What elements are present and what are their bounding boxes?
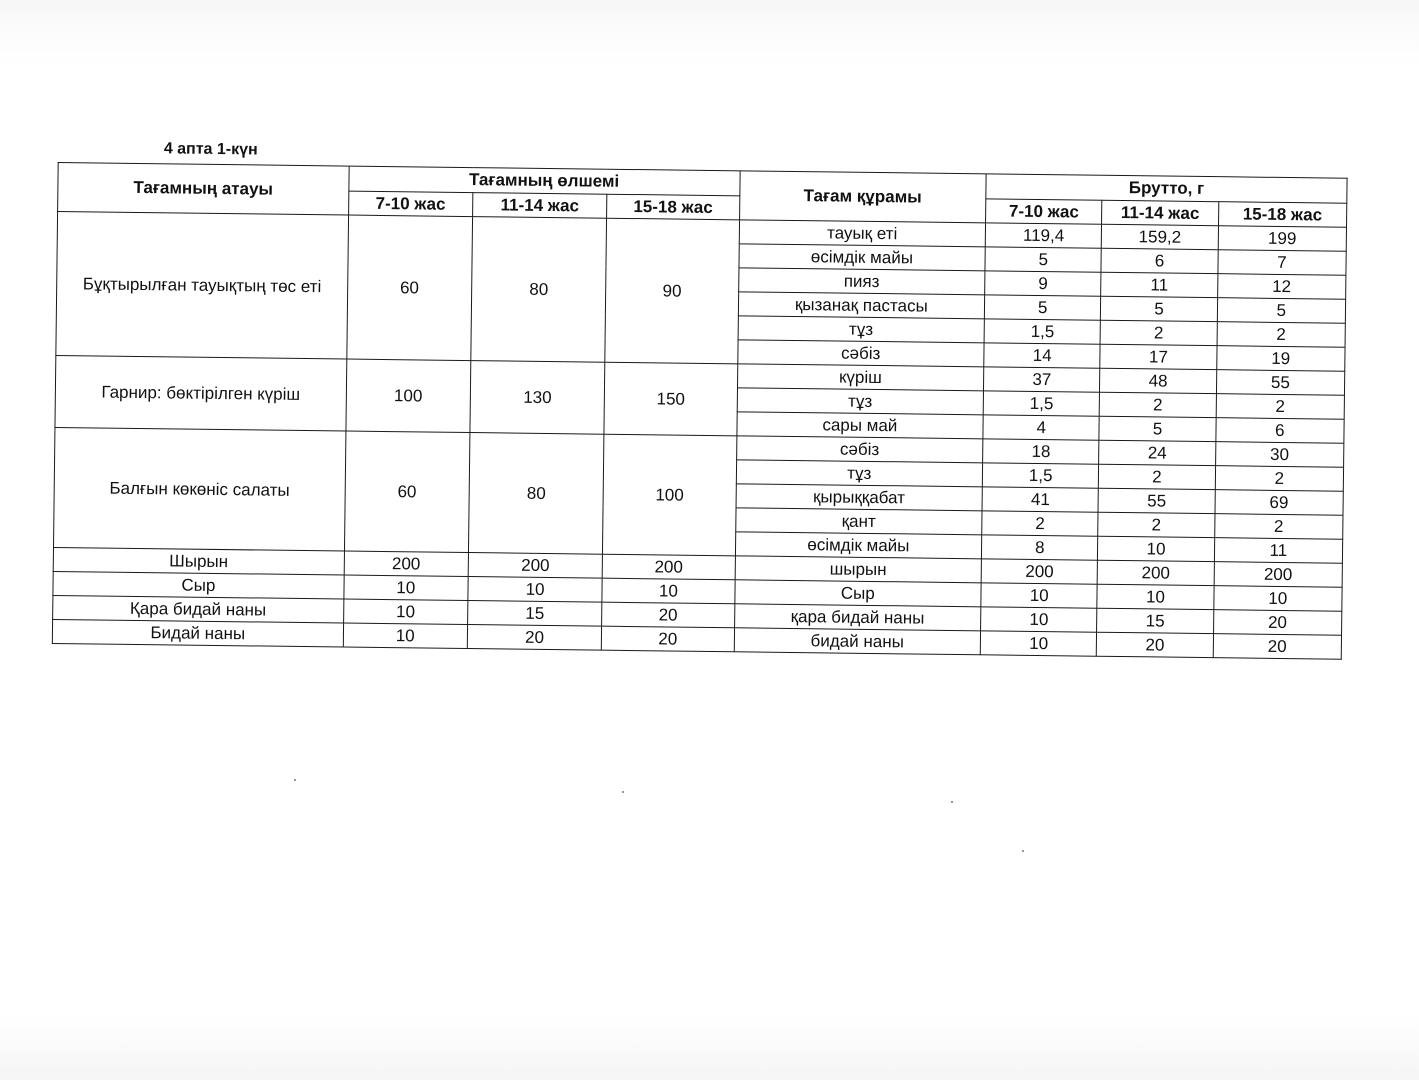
ingredient-cell: бидай наны: [734, 628, 981, 655]
portion-cell: 15: [468, 601, 603, 627]
portion-cell: 10: [468, 577, 603, 603]
brutto-cell: 200: [1214, 562, 1343, 588]
portion-cell: 20: [602, 602, 735, 628]
brutto-cell: 14: [984, 343, 1101, 368]
brutto-cell: 18: [983, 439, 1100, 464]
brutto-cell: 2: [1098, 512, 1215, 537]
ingredient-cell: қант: [735, 508, 982, 535]
brutto-cell: 200: [981, 559, 1098, 584]
brutto-cell: 1,5: [983, 391, 1100, 416]
portion-cell: 10: [343, 623, 468, 649]
menu-table: [52, 162, 1348, 660]
header-age-11-14: 11-14 жас: [473, 193, 608, 219]
ingredient-cell: күріш: [737, 364, 984, 391]
brutto-cell: 10: [981, 607, 1098, 632]
brutto-cell: 2: [1216, 394, 1345, 420]
brutto-cell: 19: [1216, 346, 1345, 372]
dish-name-cell: Гарнир: бөктірілген күріш: [55, 355, 347, 431]
portion-cell: 10: [343, 599, 468, 625]
portion-cell: 60: [346, 215, 472, 361]
brutto-cell: 7: [1218, 250, 1347, 276]
dish-name-cell: Бидай наны: [52, 619, 343, 647]
brutto-cell: 119,4: [985, 223, 1102, 248]
brutto-cell: 200: [1098, 560, 1215, 585]
brutto-cell: 6: [1101, 248, 1218, 273]
ingredient-cell: өсімдік майы: [735, 532, 982, 559]
ingredient-cell: қырыққабат: [736, 484, 983, 511]
portion-cell: 150: [604, 362, 737, 436]
ingredient-cell: тұз: [738, 316, 985, 343]
brutto-cell: 5: [1101, 296, 1218, 321]
page-title: 4 апта 1-күн: [163, 140, 258, 159]
brutto-cell: 48: [1100, 368, 1217, 393]
brutto-cell: 5: [1099, 416, 1216, 441]
scan-speck: [951, 801, 953, 803]
brutto-cell: 69: [1215, 490, 1344, 516]
brutto-cell: 6: [1216, 418, 1345, 444]
dish-name-cell: Қара бидай наны: [53, 595, 344, 623]
brutto-cell: 41: [982, 487, 1099, 512]
brutto-cell: 11: [1214, 538, 1343, 564]
brutto-cell: 159,2: [1102, 224, 1219, 249]
brutto-cell: 1,5: [984, 319, 1101, 344]
brutto-cell: 1,5: [982, 463, 1099, 488]
header-composition: Тағам құрамы: [739, 171, 986, 223]
brutto-cell: 20: [1097, 632, 1214, 657]
ingredient-cell: пияз: [738, 268, 985, 295]
brutto-cell: 11: [1101, 272, 1218, 297]
portion-cell: 80: [471, 217, 607, 363]
header-brutto-age-11-14: 11-14 жас: [1102, 200, 1219, 225]
portion-cell: 100: [346, 359, 471, 433]
ingredient-cell: сары май: [736, 412, 983, 439]
dish-name-cell: Балғын көкөніс салаты: [53, 427, 345, 551]
ingredient-cell: тұз: [737, 388, 984, 415]
header-age-7-10: 7-10 жас: [348, 191, 473, 217]
brutto-cell: 2: [1100, 320, 1217, 345]
brutto-cell: 9: [985, 271, 1102, 296]
portion-cell: 200: [468, 553, 603, 579]
ingredient-cell: тұз: [736, 460, 983, 487]
brutto-cell: 10: [980, 631, 1097, 656]
brutto-cell: 199: [1218, 226, 1347, 252]
scan-speck: [1022, 850, 1024, 852]
scan-speck: [622, 791, 624, 793]
brutto-cell: 20: [1213, 610, 1342, 636]
menu-table-body: [52, 212, 1346, 660]
brutto-cell: 4: [983, 415, 1100, 440]
ingredient-cell: өсімдік майы: [739, 244, 986, 271]
brutto-cell: 55: [1098, 488, 1215, 513]
dish-name-cell: Шырын: [53, 547, 344, 575]
header-portion: Тағамның өлшемі: [349, 166, 740, 196]
ingredient-cell: тауық еті: [739, 220, 986, 247]
brutto-cell: 10: [981, 583, 1098, 608]
brutto-cell: 24: [1099, 440, 1216, 465]
portion-cell: 200: [602, 554, 735, 580]
portion-cell: 20: [467, 625, 602, 651]
ingredient-cell: сәбіз: [737, 340, 984, 367]
brutto-cell: 15: [1097, 608, 1214, 633]
brutto-cell: 5: [1217, 298, 1346, 324]
brutto-cell: 2: [1214, 514, 1343, 540]
portion-cell: 200: [344, 551, 469, 577]
ingredient-cell: қызанақ пастасы: [738, 292, 985, 319]
menu-sheet: [52, 138, 1348, 660]
brutto-cell: 37: [984, 367, 1101, 392]
portion-cell: 20: [602, 626, 735, 652]
portion-cell: 100: [603, 434, 737, 556]
brutto-cell: 2: [1215, 466, 1344, 492]
scan-speck: [294, 779, 296, 781]
brutto-cell: 10: [1098, 536, 1215, 561]
ingredient-cell: Сыр: [734, 580, 981, 607]
brutto-cell: 55: [1216, 370, 1345, 396]
header-brutto-age-15-18: 15-18 жас: [1218, 202, 1347, 228]
ingredient-cell: сәбіз: [736, 436, 983, 463]
brutto-cell: 30: [1215, 442, 1344, 468]
brutto-cell: 17: [1100, 344, 1217, 369]
header-brutto: Брутто, г: [986, 174, 1347, 203]
brutto-cell: 2: [1100, 392, 1217, 417]
brutto-cell: 12: [1217, 274, 1346, 300]
dish-name-cell: Сыр: [53, 571, 344, 599]
portion-cell: 90: [605, 218, 739, 364]
dish-name-cell: Бұқтырылған тауықтың төс еті: [56, 212, 348, 360]
portion-cell: 130: [470, 361, 605, 435]
ingredient-cell: шырын: [735, 556, 982, 583]
brutto-cell: 10: [1097, 584, 1214, 609]
ingredient-cell: қара бидай наны: [734, 604, 981, 631]
header-age-15-18: 15-18 жас: [607, 194, 740, 220]
header-dish-name: Тағамның атауы: [58, 163, 349, 216]
brutto-cell: 5: [984, 295, 1101, 320]
brutto-cell: 8: [982, 535, 1099, 560]
brutto-cell: 20: [1213, 634, 1342, 660]
brutto-cell: 2: [1217, 322, 1346, 348]
brutto-cell: 2: [1099, 464, 1216, 489]
portion-cell: 60: [344, 431, 470, 553]
portion-cell: 10: [344, 575, 469, 601]
portion-cell: 80: [468, 433, 604, 555]
brutto-cell: 10: [1213, 586, 1342, 612]
portion-cell: 10: [602, 578, 735, 604]
brutto-cell: 5: [985, 247, 1102, 272]
brutto-cell: 2: [982, 511, 1099, 536]
header-brutto-age-7-10: 7-10 жас: [986, 199, 1103, 224]
